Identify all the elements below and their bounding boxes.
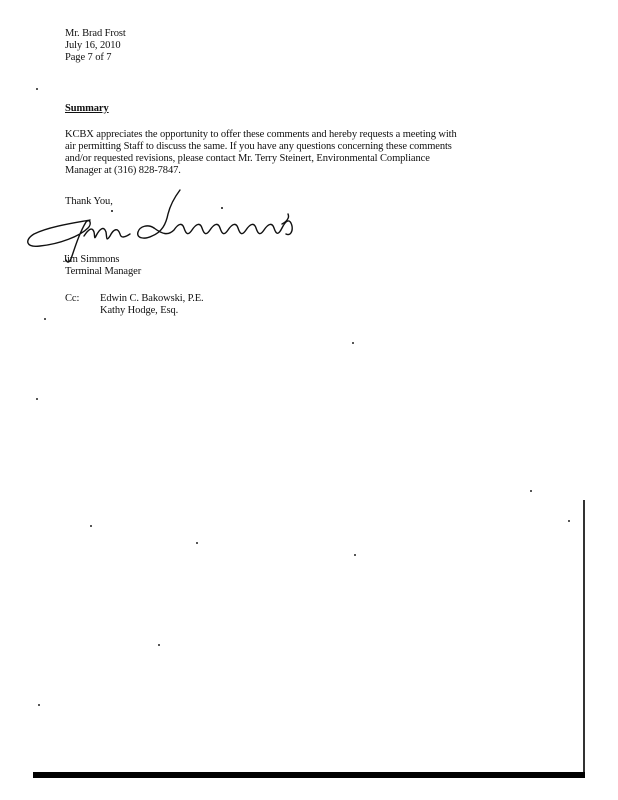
letter-date: July 16, 2010 — [65, 40, 121, 51]
cc-recipient: Kathy Hodge, Esq. — [100, 305, 179, 316]
scan-speck — [352, 342, 354, 344]
scan-speck — [90, 525, 92, 527]
scan-speck — [354, 554, 356, 556]
scan-speck — [36, 398, 38, 400]
scan-speck — [530, 490, 532, 492]
scan-edge-line — [583, 500, 585, 772]
summary-line: KCBX appreciates the opportunity to offer these comments and hereby requests a meeting with — [65, 129, 457, 140]
scan-speck — [38, 704, 40, 706]
scan-bottom-bar — [33, 772, 585, 778]
recipient-name: Mr. Brad Frost — [65, 28, 126, 39]
summary-heading: Summary — [65, 103, 109, 114]
closing-salutation: Thank You, — [65, 196, 113, 207]
summary-line: Manager at (316) 828-7847. — [65, 165, 181, 176]
cc-label: Cc: — [65, 293, 80, 304]
page-number: Page 7 of 7 — [65, 52, 112, 63]
signer-title: Terminal Manager — [65, 266, 142, 277]
cc-recipient: Edwin C. Bakowski, P.E. — [100, 293, 204, 304]
scan-speck — [196, 542, 198, 544]
scan-speck — [44, 318, 46, 320]
signer-name: Jim Simmons — [63, 254, 120, 265]
scan-speck — [568, 520, 570, 522]
scan-speck — [158, 644, 160, 646]
summary-line: air permitting Staff to discuss the same. If you have any questions concerning these comments — [65, 141, 452, 152]
summary-line: and/or requested revisions, please contact Mr. Terry Steinert, Environmental Compliance — [65, 153, 430, 164]
scan-speck — [36, 88, 38, 90]
